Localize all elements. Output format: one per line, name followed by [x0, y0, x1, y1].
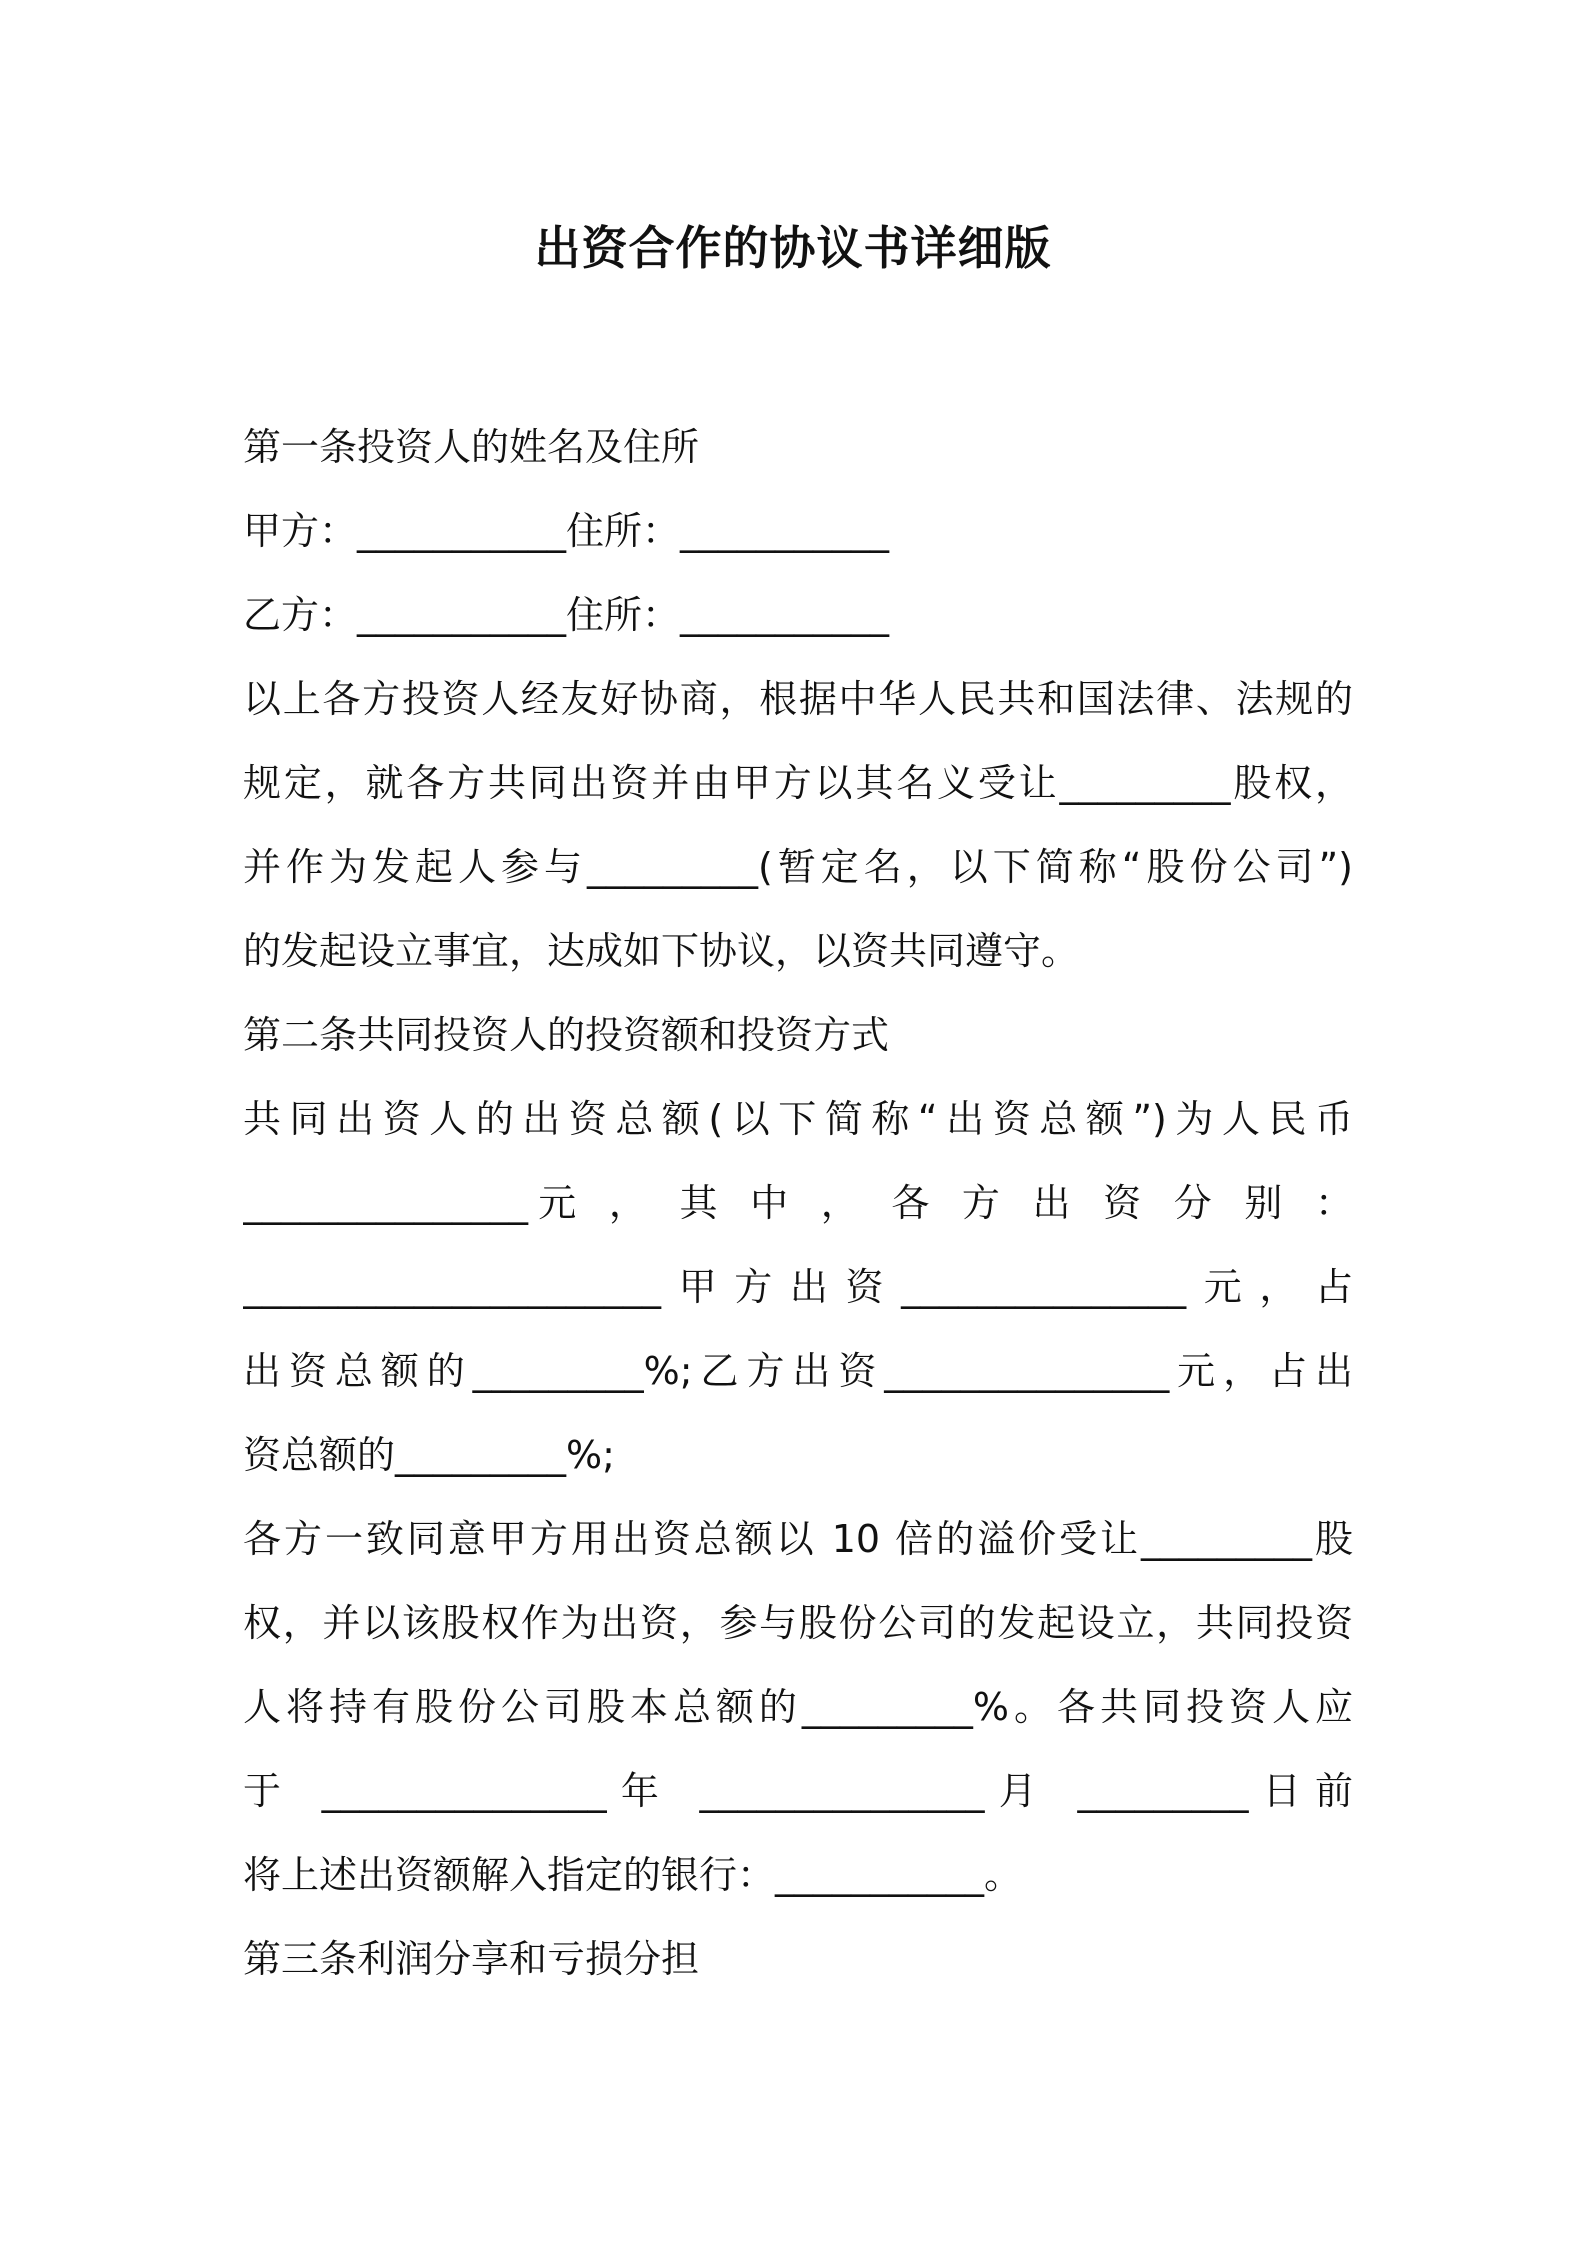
paragraph-line: ______________________甲方出资_______________元，占: [243, 1265, 1353, 1309]
paragraph-line: 并作为发起人参与_________(暂定名，以下简称“股份公司”): [243, 845, 1353, 889]
paragraph-line: 共同出资人的出资总额(以下简称“出资总额”)为人民币: [243, 1097, 1353, 1141]
paragraph-line: 将上述出资额解入指定的银行：___________。: [243, 1853, 1023, 1897]
paragraph-line: 权，并以该股权作为出资，参与股份公司的发起设立，共同投资: [243, 1601, 1353, 1645]
paragraph-line: 规定，就各方共同出资并由甲方以其名义受让_________股权，: [243, 761, 1353, 805]
paragraph-line: 资总额的_________%;: [243, 1433, 615, 1477]
paragraph-line: 的发起设立事宜，达成如下协议，以资共同遵守。: [243, 929, 1080, 973]
paragraph-line: 以上各方投资人经友好协商，根据中华人民共和国法律、法规的: [243, 677, 1353, 721]
party-b-line: 乙方：___________住所：___________: [243, 593, 890, 637]
paragraph-line: _______________元 ， 其 中 ， 各 方 出 资 分 别 ：: [243, 1181, 1353, 1225]
party-a-line: 甲方：___________住所：___________: [243, 509, 890, 553]
paragraph-line: 人将持有股份公司股本总额的_________%。各共同投资人应: [243, 1685, 1353, 1729]
document-title: 出资合作的协议书详细版: [534, 221, 1052, 275]
paragraph-line: 各方一致同意甲方用出资总额以 10 倍的溢价受让_________股: [243, 1517, 1353, 1561]
section-heading-3: 第三条利润分享和亏损分担: [243, 1937, 700, 1981]
section-heading-1: 第一条投资人的姓名及住所: [243, 425, 700, 469]
paragraph-line: 于 _______________年 _______________月 _________日前: [243, 1769, 1353, 1813]
document-body: [243, 405, 1353, 2001]
section-heading-2: 第二条共同投资人的投资额和投资方式: [243, 1013, 890, 1057]
paragraph-line: 出资总额的_________%;乙方出资_______________元，占出: [243, 1349, 1353, 1393]
